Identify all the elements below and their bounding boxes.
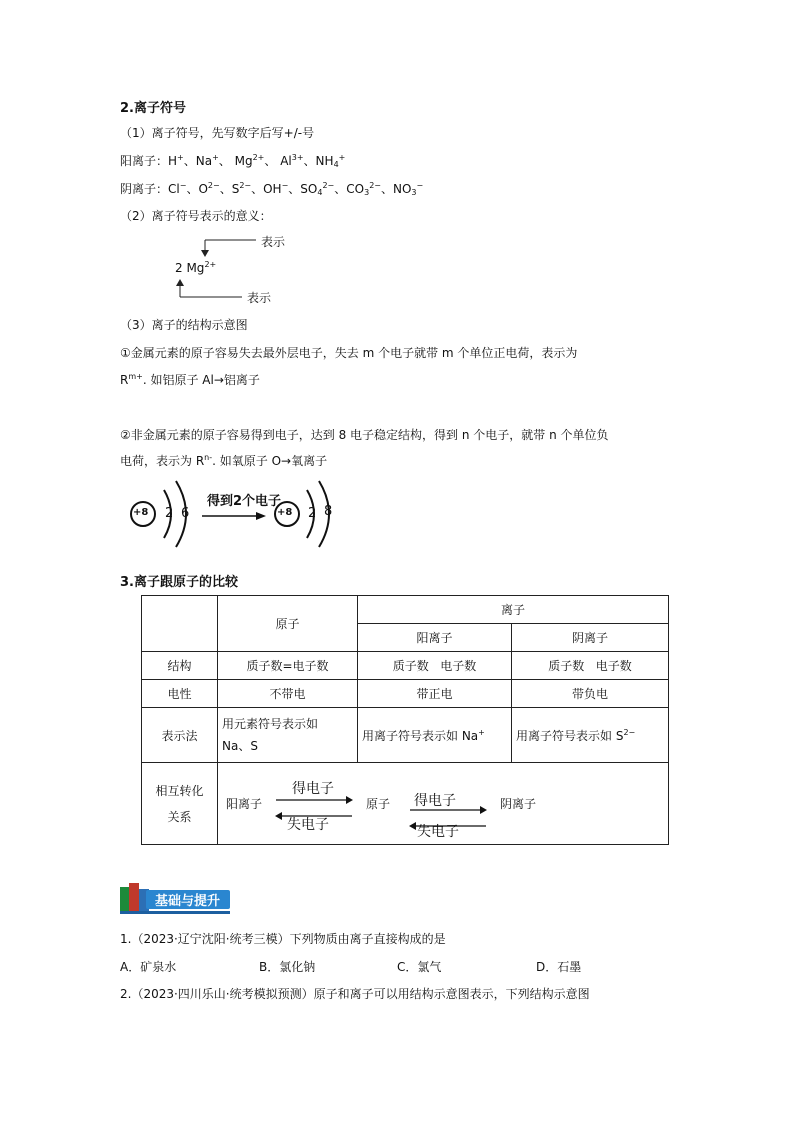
item1-text: （1）离子符号，先写数字后写+/-号 xyxy=(120,126,315,140)
nonmetal-line1: ②非金属元素的原子容易得到电子，达到 8 电子稳定结构，得到 n 个电子，就带 n 个单位负 xyxy=(120,428,609,442)
row-structure-anion: 质子数 电子数 xyxy=(512,652,669,680)
nonmetal-text: 电荷，表示为 R xyxy=(120,454,205,468)
ion-nucleus-label: +8 xyxy=(277,507,293,518)
atom-nucleus-label: +8 xyxy=(133,507,149,518)
row-convert-content xyxy=(218,763,669,845)
question-2: 2.（2023·四川乐山·统考模拟预测）原子和离子可以用结构示意图表示，下列结构示意图 xyxy=(120,987,590,1001)
convert-anion: 阴离子 xyxy=(500,796,537,811)
diagram-coefficient: 2 xyxy=(175,261,183,275)
header-cation: 阳离子 xyxy=(358,624,512,652)
q1-option-d: D．石墨 xyxy=(536,960,582,974)
notation-atom-line1: 用元素符号表示如 xyxy=(222,717,319,731)
convert-lose-1: 失电子 xyxy=(287,816,329,833)
section3-heading: 3.离子跟原子的比较 xyxy=(120,575,238,590)
q1-option-a: A．矿泉水 xyxy=(120,960,177,974)
section2-heading: 2.离子符号 xyxy=(120,101,186,116)
convert-gain-2: 得电子 xyxy=(414,792,456,809)
metal-r: R xyxy=(120,373,129,387)
header-anion: 阴离子 xyxy=(512,624,669,652)
convert-label-line1: 相互转化 xyxy=(155,783,204,798)
diagram-top-label: 表示 xyxy=(261,235,286,249)
row-charge-anion: 带负电 xyxy=(512,680,669,708)
nonmetal-line2 xyxy=(120,452,327,469)
atom-shell2-count: 6 xyxy=(181,506,190,521)
table-row xyxy=(142,680,669,708)
q1-option-b: B．氯化钠 xyxy=(259,960,316,974)
table-corner-cell xyxy=(142,596,218,652)
metal-line1: ①金属元素的原子容易失去最外层电子，失去 m 个电子就带 m 个单位正电荷，表示为 xyxy=(120,346,578,360)
row-structure-label: 结构 xyxy=(142,652,218,680)
row-structure-cation: 质子数 电子数 xyxy=(358,652,512,680)
row-notation-cation xyxy=(358,708,512,763)
row-notation-anion xyxy=(512,708,669,763)
table-row xyxy=(142,708,669,763)
convert-lose-2: 失电子 xyxy=(417,823,459,840)
header-atom: 原子 xyxy=(218,596,358,652)
notation-atom-line2: Na、S xyxy=(222,739,258,753)
nonmetal-example: . 如氧原子 O→氧离子 xyxy=(212,454,328,468)
arrow-label: 得到2个电子 xyxy=(207,494,282,509)
q1-option-c: C．氯气 xyxy=(397,960,442,974)
row-charge-atom: 不带电 xyxy=(218,680,358,708)
table-row xyxy=(142,763,669,845)
row-charge-label: 电性 xyxy=(142,680,218,708)
row-notation-atom xyxy=(218,708,358,763)
metal-sup: m+ xyxy=(128,372,143,381)
anion-prefix: 阴离子： xyxy=(120,182,169,196)
table-row xyxy=(142,652,669,680)
diagram-bottom-label: 表示 xyxy=(247,291,272,305)
notation-anion-text: 用离子符号表示如 S xyxy=(516,728,624,743)
mg-ion-formula: 2 $Mg^{2+}$ xyxy=(175,260,217,275)
metal-line2 xyxy=(120,371,260,388)
convert-gain-1: 得电子 xyxy=(292,780,334,797)
item2-text: （2）离子符号表示的意义： xyxy=(120,209,272,223)
row-structure-atom: 质子数=电子数 xyxy=(218,652,358,680)
banner-title: 基础与提升 xyxy=(155,894,221,909)
question-1: 1.（2023·辽宁沈阳·统考三模）下列物质由离子直接构成的是 xyxy=(120,932,446,946)
row-charge-cation: 带正电 xyxy=(358,680,512,708)
convert-label-line2: 关系 xyxy=(167,809,192,824)
notation-cation-text: 用离子符号表示如 Na xyxy=(362,728,479,743)
notation-anion-sup: 2− xyxy=(623,727,636,737)
cation-prefix: 阳离子： xyxy=(120,154,169,168)
anion-list: 阴离子：Cl−、$O^{2-}$、$S^{2-}$、OH−、$SO_4^{2-}$、$CO_3^{2-}$、$NO_3^-$ xyxy=(120,181,424,197)
row-notation-label: 表示法 xyxy=(142,708,218,763)
header-ion: 离子 xyxy=(358,596,669,624)
row-convert-label xyxy=(142,763,218,845)
section-banner xyxy=(120,883,232,913)
metal-example: . 如铝原子 Al→铝离子 xyxy=(142,373,260,387)
convert-atom: 原子 xyxy=(366,796,391,811)
atom-shell1-count: 2 xyxy=(165,506,174,521)
convert-cation: 阳离子 xyxy=(226,796,263,811)
ion-shell2-count: 8 xyxy=(324,504,333,519)
nonmetal-sup: n- xyxy=(204,453,213,462)
cation-list: 阳离子：H+、Na+、 $Mg^{2+}$、 $Al^{3+}$、$NH_4^+$ xyxy=(120,153,346,169)
item3-text: （3）离子的结构示意图 xyxy=(120,318,248,332)
ion-shell1-count: 2 xyxy=(308,506,317,521)
notation-cation-sup: + xyxy=(478,727,485,737)
comparison-table xyxy=(141,595,669,845)
